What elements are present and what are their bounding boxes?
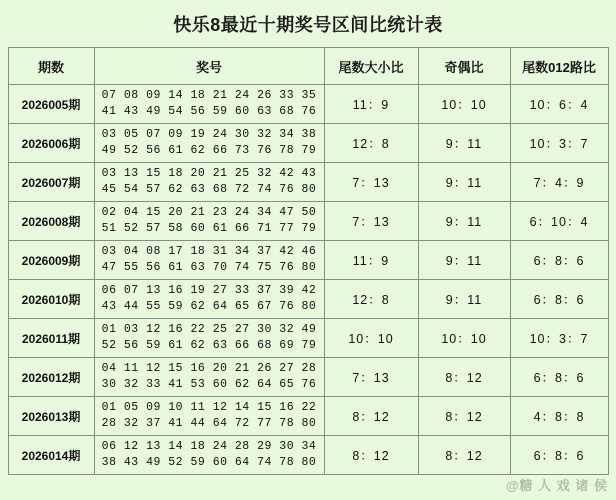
numbers-line-2: 51 52 57 58 60 61 66 71 77 79 <box>101 222 317 235</box>
numbers-line-1: 04 11 12 15 16 20 21 26 27 28 <box>101 362 317 375</box>
numbers-line-2: 47 55 56 61 63 70 74 75 76 80 <box>101 261 317 274</box>
cell-tail-size-ratio: 12：8 <box>324 124 418 163</box>
table-row <box>8 202 608 241</box>
cell-tail-size-ratio: 12：8 <box>324 280 418 319</box>
cell-tail-size-ratio: 11：9 <box>324 241 418 280</box>
cell-numbers <box>94 202 324 241</box>
numbers-line-1: 01 03 12 16 22 25 27 30 32 49 <box>101 323 317 336</box>
cell-numbers <box>94 436 324 475</box>
cell-odd-even-ratio: 10：10 <box>418 85 510 124</box>
cell-period: 2026013期 <box>8 397 94 436</box>
cell-odd-even-ratio: 9：11 <box>418 202 510 241</box>
cell-numbers <box>94 163 324 202</box>
cell-tail-size-ratio: 7：13 <box>324 202 418 241</box>
cell-odd-even-ratio: 9：11 <box>418 241 510 280</box>
cell-odd-even-ratio: 9：11 <box>418 163 510 202</box>
numbers-line-2: 43 44 55 59 62 64 65 67 76 80 <box>101 300 317 313</box>
table-row <box>8 241 608 280</box>
cell-odd-even-ratio: 8：12 <box>418 397 510 436</box>
page-title: 快乐8最近十期奖号区间比统计表 <box>173 15 443 35</box>
cell-period: 2026011期 <box>8 319 94 358</box>
cell-period: 2026008期 <box>8 202 94 241</box>
cell-tail-size-ratio: 7：13 <box>324 163 418 202</box>
cell-tail-size-ratio: 8：12 <box>324 397 418 436</box>
table-header <box>8 48 608 85</box>
cell-period: 2026014期 <box>8 436 94 475</box>
numbers-line-2: 28 32 37 41 44 64 72 77 78 80 <box>101 417 317 430</box>
cell-tail-size-ratio: 10：10 <box>324 319 418 358</box>
numbers-line-2: 49 52 56 61 62 66 73 76 78 79 <box>101 144 317 157</box>
table-header-row <box>8 48 608 85</box>
column-header-odd-even-ratio: 奇偶比 <box>418 48 510 85</box>
cell-tail-012-ratio: 10：3：7 <box>510 319 608 358</box>
cell-period: 2026007期 <box>8 163 94 202</box>
cell-odd-even-ratio: 8：12 <box>418 436 510 475</box>
cell-tail-size-ratio: 7：13 <box>324 358 418 397</box>
numbers-line-1: 02 04 15 20 21 23 24 34 47 50 <box>101 206 317 219</box>
cell-numbers <box>94 241 324 280</box>
numbers-line-2: 41 43 49 54 56 59 60 63 68 76 <box>101 105 317 118</box>
column-header-tail-012-ratio: 尾数012路比 <box>510 48 608 85</box>
table-body <box>8 85 608 475</box>
cell-tail-size-ratio: 8：12 <box>324 436 418 475</box>
cell-period: 2026012期 <box>8 358 94 397</box>
cell-tail-012-ratio: 4：8：8 <box>510 397 608 436</box>
cell-tail-012-ratio: 7：4：9 <box>510 163 608 202</box>
cell-numbers <box>94 397 324 436</box>
table-row <box>8 163 608 202</box>
table-row <box>8 436 608 475</box>
cell-period: 2026006期 <box>8 124 94 163</box>
numbers-line-1: 06 07 13 16 19 27 33 37 39 42 <box>101 284 317 297</box>
cell-period: 2026005期 <box>8 85 94 124</box>
column-header-numbers: 奖号 <box>94 48 324 85</box>
column-header-tail-size-ratio: 尾数大小比 <box>324 48 418 85</box>
numbers-line-1: 07 08 09 14 18 21 24 26 33 35 <box>101 89 317 102</box>
numbers-line-1: 03 05 07 09 19 24 30 32 34 38 <box>101 128 317 141</box>
numbers-line-1: 03 13 15 18 20 21 25 32 42 43 <box>101 167 317 180</box>
cell-tail-012-ratio: 10：6：4 <box>510 85 608 124</box>
numbers-line-1: 03 04 08 17 18 31 34 37 42 46 <box>101 245 317 258</box>
numbers-line-2: 45 54 57 62 63 68 72 74 76 80 <box>101 183 317 196</box>
cell-period: 2026010期 <box>8 280 94 319</box>
table-row <box>8 85 608 124</box>
numbers-line-2: 52 56 59 61 62 63 66 68 69 79 <box>101 339 317 352</box>
cell-numbers <box>94 358 324 397</box>
cell-tail-012-ratio: 6：8：6 <box>510 436 608 475</box>
cell-numbers <box>94 319 324 358</box>
cell-odd-even-ratio: 9：11 <box>418 280 510 319</box>
column-header-period: 期数 <box>8 48 94 85</box>
numbers-line-1: 06 12 13 14 18 24 28 29 30 34 <box>101 440 317 453</box>
cell-tail-012-ratio: 10：3：7 <box>510 124 608 163</box>
table-row <box>8 319 608 358</box>
numbers-line-1: 01 05 09 10 11 12 14 15 16 22 <box>101 401 317 414</box>
numbers-line-2: 38 43 49 52 59 60 64 74 78 80 <box>101 456 317 469</box>
table-row <box>8 124 608 163</box>
cell-numbers <box>94 85 324 124</box>
cell-period: 2026009期 <box>8 241 94 280</box>
cell-numbers <box>94 124 324 163</box>
table-row <box>8 397 608 436</box>
cell-odd-even-ratio: 8：12 <box>418 358 510 397</box>
cell-numbers <box>94 280 324 319</box>
cell-odd-even-ratio: 9：11 <box>418 124 510 163</box>
statistics-table <box>8 47 609 475</box>
cell-odd-even-ratio: 10：10 <box>418 319 510 358</box>
cell-tail-size-ratio: 11：9 <box>324 85 418 124</box>
numbers-line-2: 30 32 33 41 53 60 62 64 65 76 <box>101 378 317 391</box>
table-row <box>8 358 608 397</box>
cell-tail-012-ratio: 6：8：6 <box>510 358 608 397</box>
table-row <box>8 280 608 319</box>
cell-tail-012-ratio: 6：10：4 <box>510 202 608 241</box>
cell-tail-012-ratio: 6：8：6 <box>510 241 608 280</box>
cell-tail-012-ratio: 6：8：6 <box>510 280 608 319</box>
watermark: @糖 人 戏 诸 侯 <box>505 478 608 493</box>
